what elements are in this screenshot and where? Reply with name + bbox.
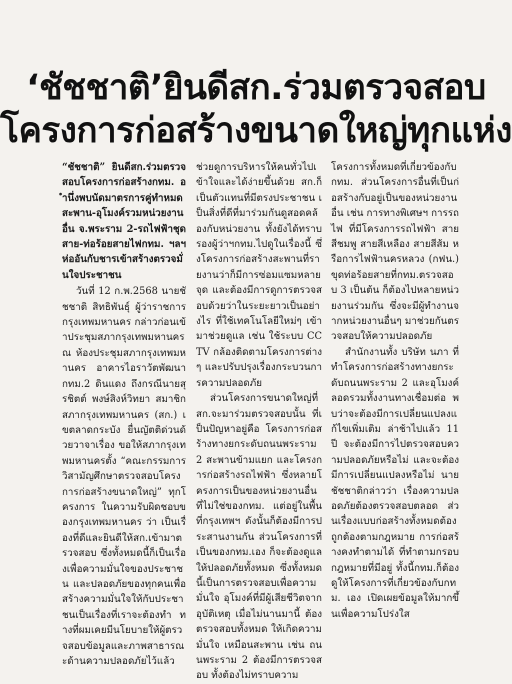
headline-line-2: โครงการก่อสร้างขนาดใหญ่ทุกแห่ง (0, 111, 512, 151)
article-column-3 (331, 160, 459, 620)
article-paragraph: สำนักงานทั้ง บริษัท นภา ที่ทำโครงการก่อสร้างทางยกระดับถนนพระราม 2 และอุโมงค์ลอดรวมทั้งงานทางเชื่อมต่อ พบว่าจะต้องมีการเปลี่ยนแปลงแก้ไขเพิ่มเติม ล่าช้าไปแล้ว 11 ปี จะต้องมีการไปตรวจสอบความปลอดภัยหรือไม่ และจะต้องมีการเปลี่ยนแปลงหรือไม่ นายชัชชาติกล่าวว่า เรื่องความปลอดภัยต้องตรวจสอบตลอด ส่วนเรื่องแบบก่อสร้างทั้งหมดต้องถูกต้องตามกฎหมาย การก่อสร้างคงทำตามได้ ที่ทำตามกรอบกฎหมายที่มีอยู่ ทั้งนี้กทม.ก็ต้องดูให้โครงการที่เกี่ยวข้องกับกทม. เอง เปิดเผยข้อมูลให้มากขึ้นเพื่อความโปร่งใส (331, 346, 459, 620)
article-paragraph: ส่วนโครงการขนาดใหญ่ที่ สก.จะมาร่วมตรวจสอบนั้น ที่เป็นปัญหาอยู่คือ โครงการก่อสร้างทางยกระดับถนนพระราม 2 สะพานข้ามแยก และโครงการก่อสร้างรถไฟฟ้า ซึ่งหลายโครงการเป็นของหน่วยงานอื่นที่ไม่ใช่ของกทม. แต่อยู่ในพื้นที่กรุงเทพฯ ดังนั้นก็ต้องมีการประสานงานกัน ส่วนโครงการที่เป็นของกทม.เอง ก็จะต้องดูแลให้ปลอดภัยทั้งหมด ซึ่งทั้งหมดนี้เป็นการตรวจสอบเพื่อความมั่นใจ อุโมงค์ที่มีผู้เสียชีวิตจากอุบัติเหตุ เมื่อไม่นานมานี้ ต้องตรวจสอบทั้งหมด ให้เกิดความมั่นใจ เหมือนสะพาน เช่น ถนนพระราม 2 ต้องมีการตรวจสอบ ทั้งต้องไม่ทราบความ (196, 393, 322, 682)
article-column-1 (62, 160, 186, 667)
article-column-2 (196, 160, 322, 682)
article-paragraph: ช่วยดูการบริหารให้คนทั่วไปเข้าใจและได้ง่ายขึ้นด้วย สก.ก็เป็นตัวแทนที่มีตรงประชาชน เป็นสิ่งที่ดีที่มาร่วมกันดูสอดคล้องกับหน่วยงาน ทั้งยังได้ทราบรองผู้ว่าฯกทม.ไปดูในเรื่องนี้ ซึ่งโครงการก่อสร้างสะพานที่รายงานว่าก็มีการซ่อมแซมหลายจุด และต้องมีการดูการตรวจสอบด้วยว่าในระยะยาวเป็นอย่างไร ที่ใช้เทคโนโลยีใหม่ๆ เข้ามาช่วยดูแล เช่น ใช้ระบบ CCTV กล้องติดตามโครงการต่างๆ และปรับปรุงเรื่องกระบวนการความปลอดภัย (196, 162, 322, 389)
article-paragraph: โครงการทั้งหมดที่เกี่ยวข้องกับกทม. ส่วนโครงการอื่นที่เป็นก่อสร้างกับอยู่เป็นของหน่วยงานอื่น เช่น การทางพิเศษฯ การรถไฟ ที่มีโครงการรถไฟฟ้า สายสีชมพู สายสีเหลือง สายสีส้ม หรือการไฟฟ้านครหลวง (กฟน.) ขุดท่อร้อยสายที่กทม.ตรวจสอบ 3 เป็นต้น ก็ต้องไปหลายหน่วยงานร่วมกัน ซึ่งจะมีผู้ทำงานจากหน่วยงานอื่นๆ มาช่วยกันตรวจสอบให้ความปลอดภัย (331, 162, 459, 343)
article-lede: “ชัชชาติ” ยินดีสก.ร่วมตรวจสอบโครงการก่อสร้างกทม. อำนึ่งพบนัดมาตรการคู่ทำหมด สะพาน-อุโมงค์รวมหน่วยงานอื่น จ.พระราม 2-รถไฟฟ้าชุดสาย-ท่อร้อยสายไฟกทม. ฯลฯ ห่ออันกับชารเข้าสร้างตรวจมั่นใจประชาชน (62, 162, 186, 281)
article-paragraph: วันที่ 12 ก.พ.2568 นายชัชชาติ สิทธิพันธุ์ ผู้ว่าราชการกรุงเทพมหานคร กล่าวก่อนเข้าประชุมสภากรุงเทพมหานคร ณ ห้องประชุมสภากรุงเทพมหานคร อาคารไอราวัตพัฒนา กทม.2 ดินแดง ถึงกรณีนายสุรชิตต์ พงษ์สิงห์วิทยา สมาชิกสภากรุงเทพมหานคร (สก.) เขตลาดกระบัง ยื่นญัตติด่วนด้วยวาจาเรื่อง ขอให้สภากรุงเทพมหานครตั้ง “คณะกรรมการวิสามัญศึกษาตรวจสอบโครงการก่อสร้างขนาดใหญ่” ทุกโครงการ ในความรับผิดชอบของกรุงเทพมหานคร ว่า เป็นเรื่องที่ดีและยินดีให้สก.เข้ามาตรวจสอบ ซึ่งทั้งหมดนี้ก็เป็นเรื่องเพื่อความมั่นใจของประชาชน และปลอดภัยของทุกคนเพื่อสร้างความมั่นใจให้กับประชาชนเป็นเรื่องที่เราจะต้องทำ ทางที่ผมเคยมีนโยบายให้ผู้ตรวจสอบข้อมูลและภาพสาธารณะด้านความปลอดภัยไว้แล้ว (62, 286, 186, 667)
headline-line-1: ‘ชัชชาติ’ยินดีสก.ร่วมตรวจสอบ (26, 68, 486, 108)
